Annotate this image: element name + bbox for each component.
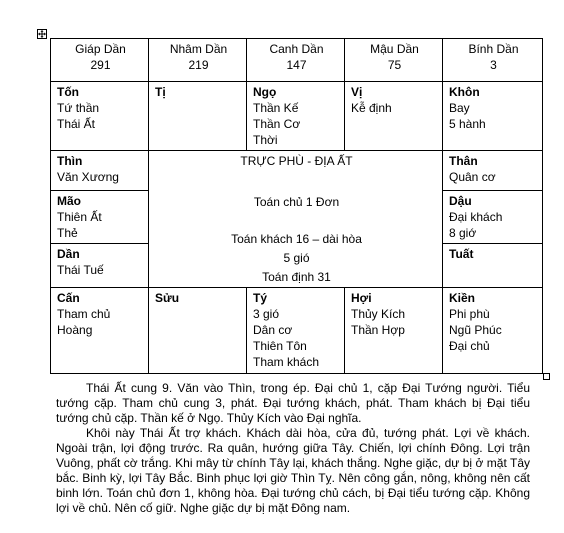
- palace-name: Kiền: [449, 291, 476, 305]
- palace-line: Tứ thần: [57, 101, 100, 115]
- bottom-palace-row: [51, 288, 543, 374]
- palace-name: Dậu: [449, 194, 472, 208]
- palace-cell-can[interactable]: [51, 288, 149, 374]
- palace-line: Tham khách: [253, 355, 320, 369]
- header-value: 291: [90, 58, 111, 72]
- palace-line: Thần Kế: [253, 101, 299, 115]
- top-palace-row: [51, 82, 543, 151]
- palace-line: Kễ định: [351, 101, 392, 115]
- center-line: Toán khách 16 – dài hòa: [231, 232, 362, 246]
- palace-line: Đại khách: [449, 210, 503, 224]
- palace-cell-kien[interactable]: [443, 288, 543, 374]
- table-move-handle[interactable]: [37, 29, 47, 39]
- palace-cell-thin[interactable]: [51, 151, 149, 191]
- palace-line: 3 gió: [253, 307, 280, 321]
- divination-table: [50, 38, 543, 374]
- palace-line: Tham chủ: [57, 307, 111, 321]
- palace-line: Thẻ: [57, 226, 78, 240]
- center-spacer: [155, 185, 438, 194]
- header-value: 3: [490, 58, 497, 72]
- header-row: [51, 39, 543, 82]
- palace-line: Thần Hợp: [351, 323, 405, 337]
- palace-line: Quân cơ: [449, 170, 496, 184]
- palace-line: Thủy Kích: [351, 307, 406, 321]
- palace-name: Mão: [57, 194, 81, 208]
- header-value: 75: [387, 58, 402, 72]
- palace-line: Thiên Ất: [57, 210, 102, 224]
- center-line: 5 gió: [283, 251, 310, 265]
- palace-line: Thái Tuế: [57, 263, 104, 277]
- palace-line: Đại chủ: [449, 339, 490, 353]
- palace-line: Phi phù: [449, 307, 490, 321]
- center-cell[interactable]: [149, 151, 443, 288]
- header-name: Canh Dần: [269, 42, 324, 56]
- palace-cell-than[interactable]: [443, 151, 543, 191]
- palace-name: Cấn: [57, 291, 80, 305]
- palace-name: Thìn: [57, 154, 83, 168]
- palace-name: Tốn: [57, 85, 79, 99]
- paragraph: Khôi này Thái Ất trợ khách. Khách dài hòa, cửa đủ, tướng phát. Lợi về khách. Ngoài trận, lợi động trước. Ra quân, hướng giữa Tây. Chiến, lợi chính Đông. Lợi trận Vuông, phất cờ trắng. Khi mây từ chính Tây lại, khách thắng. Nghe giặc, dự bị ở mặt Tây bắc. Binh kỳ, lợi Tây Bắc. Binh phục lợi giờ Thìn Tỵ. Nên công gắn, nông, không nên cất binh lớn. Toán chủ đơn 1, không hòa. Đại tướng chủ cách, bị Đại tiểu tướng cặp. Không lợi về chủ. Nên cố giữ. Nghe giặc dự bị mặt Đông nam.: [56, 426, 530, 515]
- header-cell[interactable]: [149, 39, 247, 82]
- header-name: Mậu Dần: [370, 42, 419, 56]
- palace-name: Dần: [57, 247, 80, 261]
- header-name: Nhâm Dần: [169, 42, 228, 56]
- palace-cell-dau[interactable]: [443, 191, 543, 244]
- palace-line: Dân cơ: [253, 323, 293, 337]
- palace-cell-ton[interactable]: [51, 82, 149, 151]
- palace-name: Ngọ: [253, 85, 277, 99]
- palace-cell-mao[interactable]: [51, 191, 149, 244]
- palace-cell-tuat[interactable]: [443, 244, 543, 288]
- palace-name: Sửu: [155, 291, 180, 305]
- palace-cell-vi[interactable]: [345, 82, 443, 151]
- palace-cell-suu[interactable]: [149, 288, 247, 374]
- middle-row-1: [51, 151, 543, 191]
- center-spacer: [155, 169, 438, 185]
- palace-line: Hoàng: [57, 323, 93, 337]
- palace-cell-hoi[interactable]: [345, 288, 443, 374]
- header-cell[interactable]: [345, 39, 443, 82]
- center-line: Toán định 31: [262, 270, 331, 284]
- palace-line: Thần Cơ: [253, 117, 301, 131]
- palace-line: Thời: [253, 133, 278, 147]
- palace-name: Khôn: [449, 85, 480, 99]
- center-title: TRỰC PHÙ - ĐỊA ẤT: [240, 154, 353, 168]
- header-name: Giáp Dần: [75, 42, 126, 56]
- palace-cell-khon[interactable]: [443, 82, 543, 151]
- header-cell[interactable]: [51, 39, 149, 82]
- palace-name: Thân: [449, 154, 478, 168]
- palace-cell-dan[interactable]: [51, 244, 149, 288]
- header-cell[interactable]: [247, 39, 345, 82]
- palace-line: 5 hành: [449, 117, 486, 131]
- header-name: Bính Dần: [468, 42, 519, 56]
- palace-cell-ti[interactable]: [149, 82, 247, 151]
- palace-name: Tuất: [449, 247, 474, 261]
- palace-line: 8 giớ: [449, 226, 477, 240]
- table-resize-handle[interactable]: [543, 373, 550, 380]
- palace-line: Ngũ Phúc: [449, 323, 502, 337]
- palace-name: Vị: [351, 85, 363, 99]
- palace-line: Thiên Tôn: [253, 339, 307, 353]
- palace-line: Bay: [449, 101, 470, 115]
- palace-line: Văn Xương: [57, 170, 119, 184]
- palace-name: Tị: [155, 85, 166, 99]
- palace-line: Thái Ất: [57, 117, 96, 131]
- center-spacer: [155, 210, 438, 226]
- paragraph: Thái Ất cung 9. Văn vào Thìn, trong ép. Đại chủ 1, cặp Đại Tướng người. Tiểu tướng cặp. Tham chủ cung 3, phát. Đại tướng khách, phát. Tham khách bị Đại tiểu tướng chủ cặp. Thần kế ở Ngọ. Thủy Kích vào Đại nghĩa.: [56, 381, 530, 425]
- move-arrows-icon: [38, 30, 46, 38]
- palace-cell-ngo[interactable]: [247, 82, 345, 151]
- header-value: 219: [188, 58, 209, 72]
- header-value: 147: [286, 58, 307, 72]
- center-line: Toán chủ 1 Đơn: [253, 195, 340, 209]
- palace-cell-ty[interactable]: [247, 288, 345, 374]
- palace-name: Tý: [253, 291, 268, 305]
- palace-name: Hợi: [351, 291, 372, 305]
- body-text[interactable]: [56, 381, 530, 516]
- header-cell[interactable]: [443, 39, 543, 82]
